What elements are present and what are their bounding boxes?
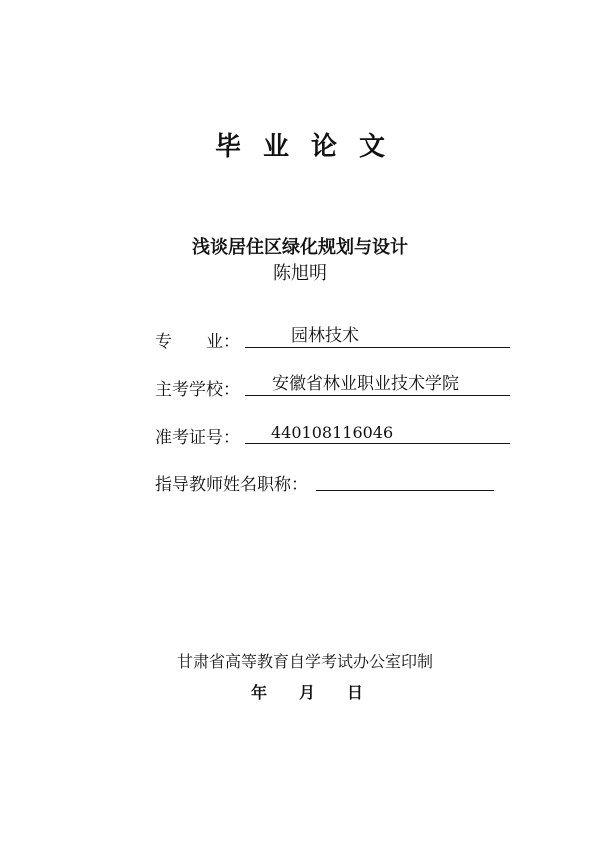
cert-number-value: 440108116046 (271, 423, 394, 442)
major-label-first: 专 (155, 332, 172, 352)
month-label: 月 (299, 683, 316, 702)
major-label-second: 业： (206, 332, 240, 352)
school-field (245, 375, 510, 396)
date-line (251, 680, 363, 703)
document-heading: 毕业论文 (214, 132, 407, 162)
major-value: 园林技术 (291, 326, 359, 346)
printer-notice: 甘肃省高等教育自学考试办公室印制 (176, 652, 433, 671)
advisor-label: 指导教师姓名职称： (155, 475, 308, 495)
advisor-field (316, 470, 494, 491)
thesis-title: 浅谈居住区绿化规划与设计 (192, 237, 408, 258)
cert-number-label: 准考证号： (155, 428, 240, 448)
major-label (155, 327, 240, 352)
major-field (245, 327, 510, 348)
school-value: 安徽省林业职业技术学院 (272, 374, 459, 394)
school-label: 主考学校： (155, 380, 240, 400)
author-name: 陈旭明 (273, 263, 327, 284)
day-label: 日 (347, 683, 364, 702)
year-label: 年 (251, 683, 268, 702)
cert-number-field (245, 423, 510, 444)
